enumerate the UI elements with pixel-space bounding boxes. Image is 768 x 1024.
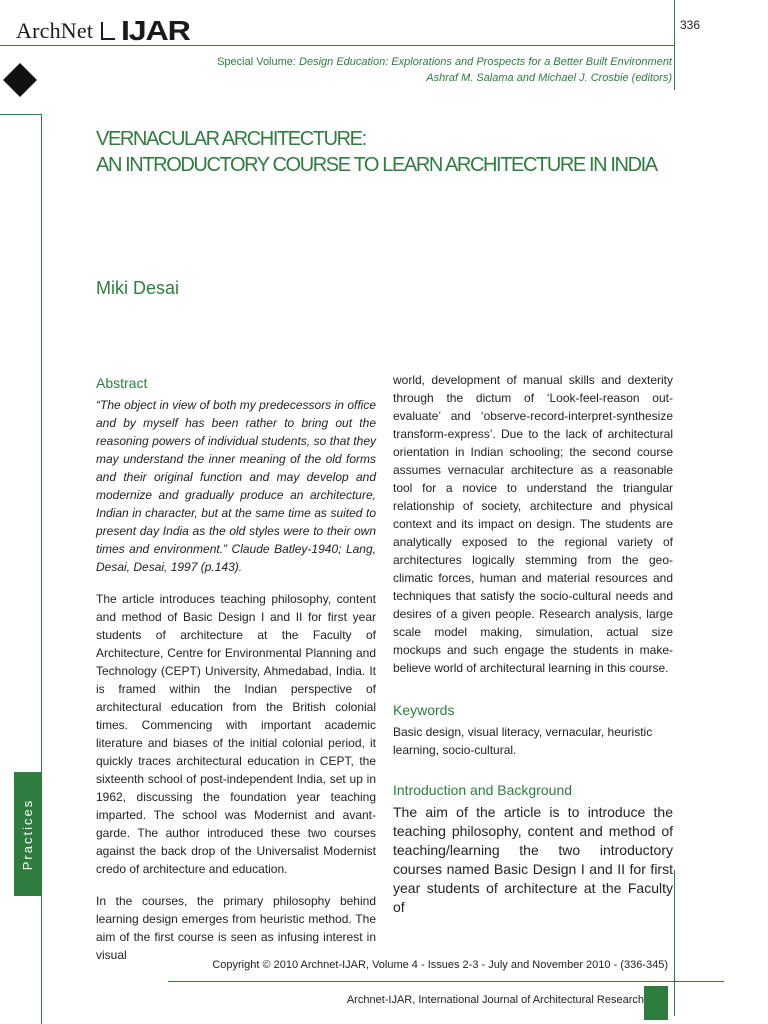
intro-heading: Introduction and Background	[393, 782, 573, 798]
header-rule	[0, 45, 674, 46]
journal-logo	[16, 14, 190, 48]
article-title	[96, 126, 686, 178]
journal-name: Archnet-IJAR, International Journal of Architectural Research	[346, 994, 644, 1006]
author-name: Miki Desai	[96, 278, 180, 298]
abstract-paragraph-2: In the courses, the primary philosophy behind learning design emerges from heuristic method. The aim of the first course is seen as infusing interest in visual	[96, 894, 376, 962]
abstract-heading: Abstract	[96, 375, 148, 391]
logo-bracket-icon	[101, 22, 115, 40]
right-column	[393, 371, 673, 931]
logo-archnet-text: ArchNet	[16, 18, 94, 43]
editors-line: Ashraf M. Salama and Michael J. Crosbie (editors)	[426, 72, 672, 84]
title-line-2: AN INTRODUCTORY COURSE TO LEARN ARCHITECTURE IN INDIA	[96, 154, 657, 176]
special-volume-title: Design Education: Explorations and Prospects for a Better Built Environment	[299, 56, 672, 68]
footer-accent-block	[644, 986, 668, 1020]
intro-text: The aim of the article is to introduce the teaching philosophy, content and method of teaching/learning the two introductory courses named Basic Design I and II for first year students of architecture at the Faculty of	[393, 804, 673, 915]
page-number: 336	[680, 18, 701, 32]
header-vertical-rule	[674, 0, 675, 90]
abstract-paragraph-2-continued: world, development of manual skills and dexterity through the dictum of ‘Look-feel-reason out-evaluate’ and ‘observe-record-interpret-synthesize transform-express’. Due to the lack of architectural orientation in Indian schooling; the second course assumes vernacular architecture as a reasonable tool for a novice to understand the triangular relationship of society, architecture and physical context and its impact on design. The students are analytically exposed to the regional variety of architectures logically stemming from the geo-climatic forces, human and material resources and techniques that satisfy the socio-cultural needs and desires of a given people. Research analysis, large scale model making, simulation, actual size mockups and such engage the students in make-believe world of architectural learning in this course.	[393, 373, 673, 675]
keywords-text: Basic design, visual literacy, vernacular, heuristic learning, socio-cultural.	[393, 725, 653, 757]
special-volume-prefix: Special Volume:	[217, 56, 300, 68]
logo-ijar-text: IJAR	[121, 15, 190, 46]
special-volume-info	[217, 54, 672, 86]
footer-vertical-rule	[674, 870, 675, 1016]
section-tab	[14, 772, 42, 896]
abstract-quote: “The object in view of both my predecessors in office and by myself has been rather to bring out the reasoning powers of individual students, so that they may understand the inner meaning of the old forms and their original function and may develop and modernize and gradually produce an architecture, Indian in character, but at the same time as suited to present day India as the old styles were to their own times and environment.” Claude Batley-1940; Lang, Desai, Desai, 1997 (p.143).	[96, 398, 376, 574]
diamond-icon	[3, 63, 37, 97]
section-tab-label: Practices	[20, 798, 36, 870]
keywords-heading: Keywords	[393, 702, 455, 718]
title-line-1: VERNACULAR ARCHITECTURE:	[96, 128, 366, 150]
left-column	[96, 374, 376, 978]
copyright-line: Copyright © 2010 Archnet-IJAR, Volume 4 - Issues 2-3 - July and November 2010 - (336-345)	[212, 959, 668, 971]
abstract-paragraph-1: The article introduces teaching philosophy, content and method of Basic Design I and II for first year students of architecture at the Faculty of Architecture, Centre for Environmental Planning and Technology (CEPT) University, Ahmedabad, India. It is framed within the Indian perspective of architectural education from the British colonial times. Commencing with important academic literature and biases of the initial colonial period, it quickly traces architectural education in CEPT, the sixteenth school of post-independent India, set up in 1962, discussing the foundation year teaching imparted. The school was Modernist and avant-garde. The author introduced these two courses against the back drop of the Universalist Modernist credo of architecture and education.	[96, 592, 376, 876]
footer-rule	[168, 981, 724, 982]
